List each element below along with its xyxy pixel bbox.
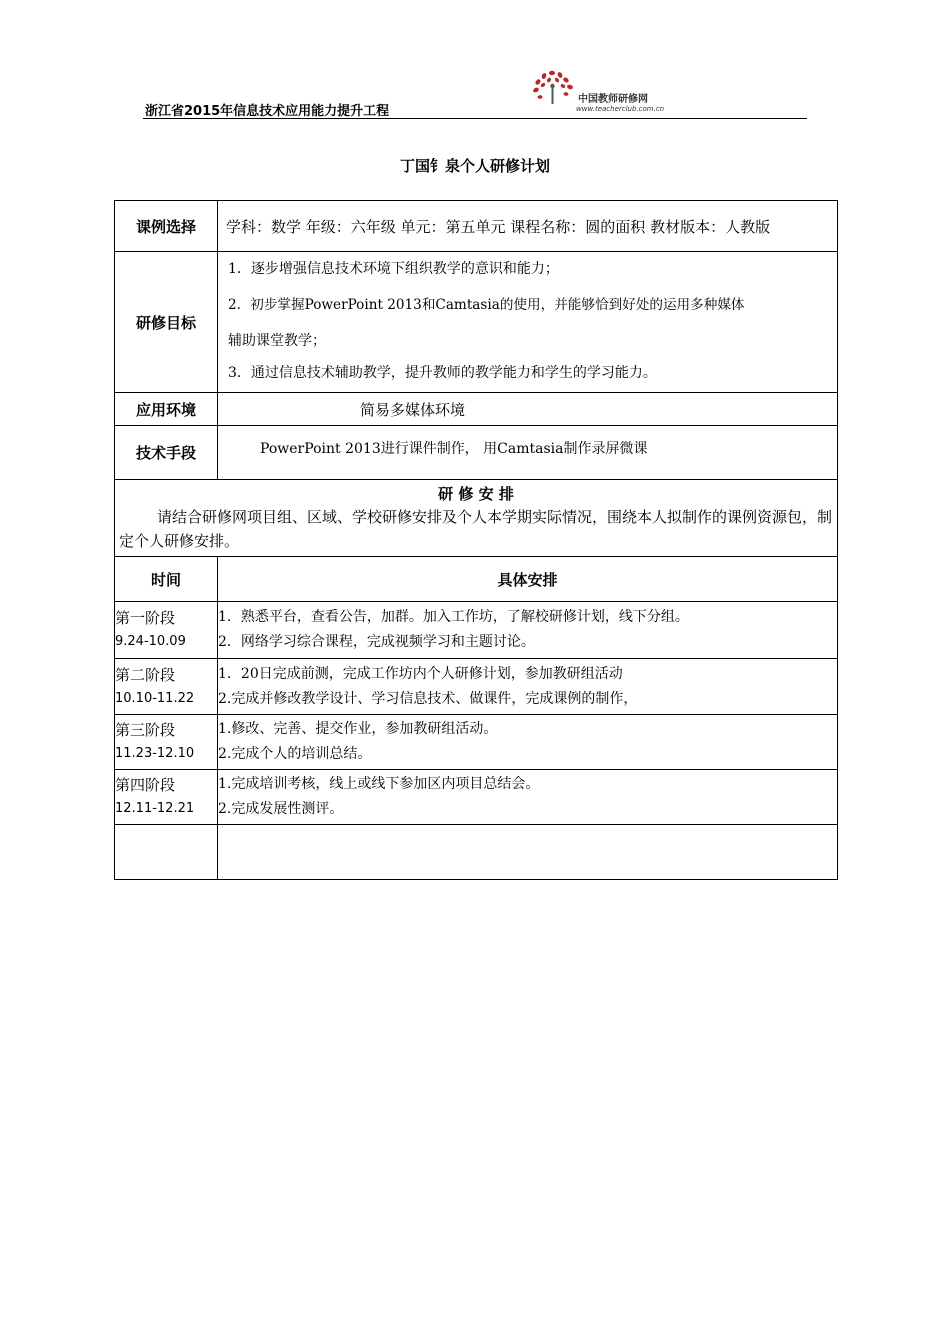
stage-time-cell <box>115 715 218 770</box>
stage-item: 2.完成并修改教学设计、学习信息技术、做课件，完成课例的制作， <box>218 690 638 707</box>
stage-item: 1.修改、完善、提交作业，参加教研组活动。 <box>218 721 498 737</box>
stage-row <box>115 770 838 825</box>
goals-label: 研修目标 <box>115 252 218 393</box>
goals-row <box>115 252 838 393</box>
empty-row <box>115 825 838 880</box>
arrangement-row <box>115 480 838 557</box>
document-title: 丁国钅泉个人研修计划 <box>399 157 550 175</box>
stage-time-cell <box>115 602 218 659</box>
stage-detail-cell <box>218 602 838 659</box>
stage-detail-cell <box>218 715 838 770</box>
stage-time-cell <box>115 659 218 715</box>
tech-label: 技术手段 <box>115 426 218 480</box>
env-row <box>115 393 838 426</box>
goal-item: 辅助课堂教学； <box>228 333 326 349</box>
header-divider <box>143 118 807 119</box>
stage-name: 第二阶段 <box>115 665 176 684</box>
goals-cell <box>218 252 838 393</box>
stage-detail-cell <box>218 770 838 825</box>
stage-row <box>115 715 838 770</box>
logo <box>528 68 678 118</box>
stage-time-cell <box>115 770 218 825</box>
time-column-header: 时间 <box>115 557 218 602</box>
stage-row <box>115 602 838 659</box>
stage-item: 2．网络学习综合课程，完成视频学习和主题讨论。 <box>218 634 535 650</box>
stage-detail-cell <box>218 659 838 715</box>
detail-column-header: 具体安排 <box>218 557 838 602</box>
plan-table <box>114 200 838 880</box>
logo-name: 中国教师研修网 <box>578 94 648 105</box>
arrangement-intro: 请结合研修网项目组、区域、学校研修安排及个人本学期实际情况，围绕本人拟制作的课例资源包，制定个人研修安排。 <box>119 508 833 550</box>
stage-dates: 10.10-11.22 <box>115 690 195 706</box>
stage-row <box>115 659 838 715</box>
header-title: 浙江省2015年信息技术应用能力提升工程 <box>145 104 390 119</box>
arrangement-cell <box>115 480 838 557</box>
course-label: 课例选择 <box>115 201 218 252</box>
env-value: 简易多媒体环境 <box>218 393 838 426</box>
schedule-header-row <box>115 557 838 602</box>
stage-name: 第四阶段 <box>115 776 176 794</box>
tech-value: PowerPoint 2013进行课件制作， 用Camtasia制作录屏微课 <box>218 426 838 480</box>
stage-item: 2.完成个人的培训总结。 <box>218 746 372 762</box>
stage-item: 2.完成发展性测评。 <box>218 801 344 817</box>
stage-dates: 9.24-10.09 <box>115 634 186 649</box>
stage-dates: 12.11-12.21 <box>115 801 195 816</box>
goal-item: 3．通过信息技术辅助教学，提升教师的教学能力和学生的学习能力。 <box>228 365 657 381</box>
stage-item: 1．熟悉平台，查看公告，加群。加入工作坊，了解校研修计划，线下分组。 <box>218 609 689 625</box>
stage-item: 1.完成培训考核，线上或线下参加区内项目总结会。 <box>218 776 540 792</box>
env-label: 应用环境 <box>115 393 218 426</box>
arrangement-heading: 研 修 安 排 <box>438 485 514 503</box>
goal-item: 1．逐步增强信息技术环境下组织教学的意识和能力； <box>228 261 559 277</box>
stage-name: 第一阶段 <box>115 609 176 627</box>
empty-detail-cell <box>218 825 838 880</box>
tech-row <box>115 426 838 480</box>
empty-time-cell <box>115 825 218 880</box>
course-value: 学科：数学 年级：六年级 单元：第五单元 课程名称：圆的面积 教材版本：人教版 <box>218 201 838 252</box>
logo-tree-icon <box>528 68 578 118</box>
stage-item: 1．20日完成前测，完成工作坊内个人研修计划，参加教研组活动 <box>218 665 623 682</box>
goal-item: 2．初步掌握PowerPoint 2013和Camtasia的使用，并能够恰到好处的运用多种媒体 <box>228 297 745 313</box>
logo-url: www.teacherclub.com.cn <box>576 105 665 113</box>
stage-name: 第三阶段 <box>115 721 176 739</box>
stage-dates: 11.23-12.10 <box>115 746 195 761</box>
course-row <box>115 201 838 252</box>
